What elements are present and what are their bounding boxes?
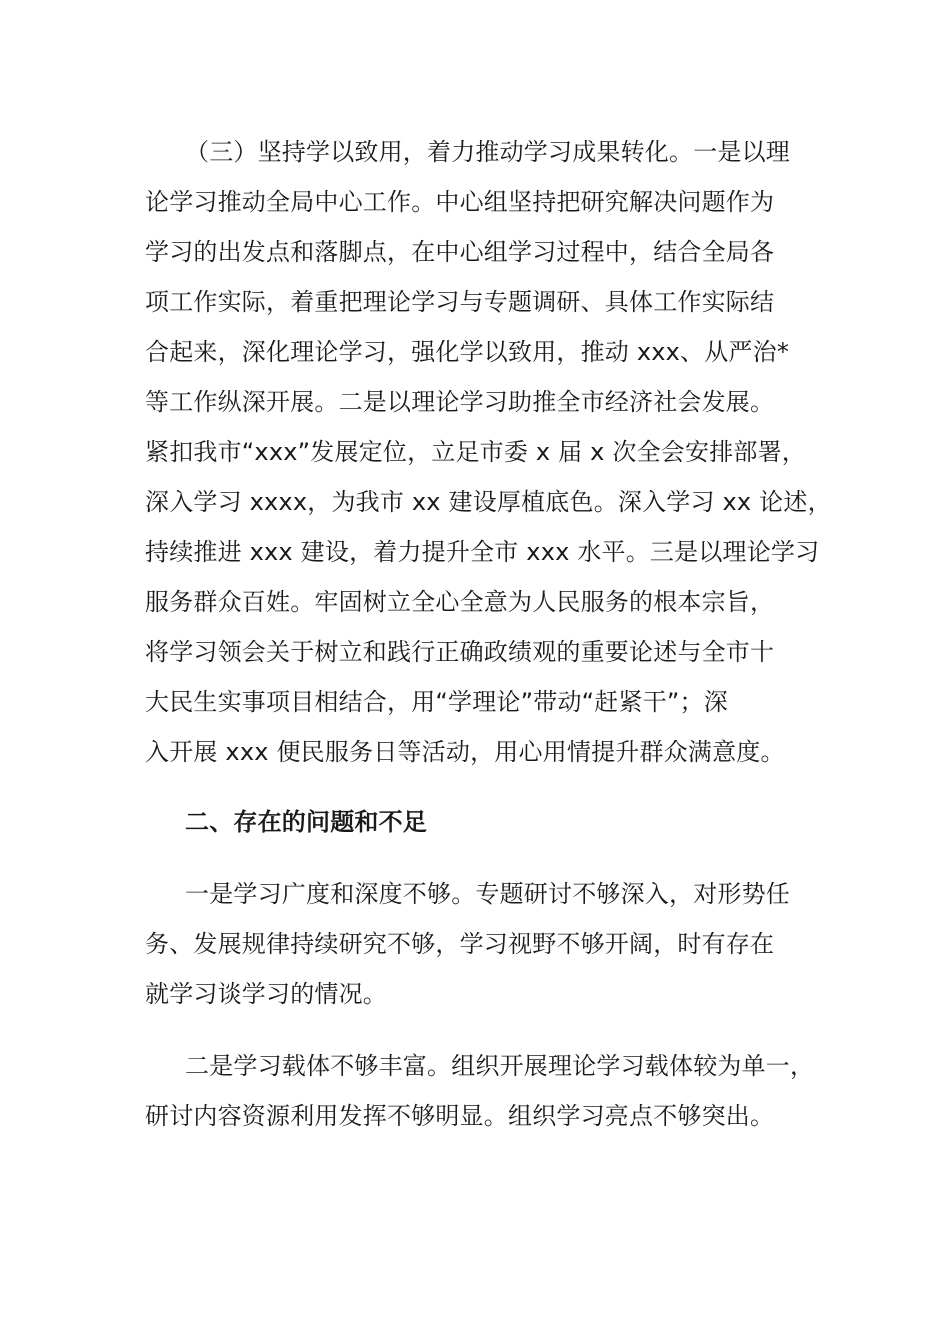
section2-heading: 二、存在的问题和不足 [185, 808, 427, 836]
paragraph-line: 入开展 xxx 便民服务日等活动，用心用情提升群众满意度。 [145, 738, 785, 766]
paragraph-line: 持续推进 xxx 建设，着力提升全市 xxx 水平。三是以理论学习 [145, 538, 820, 566]
paragraph-line: 项工作实际，着重把理论学习与专题调研、具体工作实际结 [145, 288, 775, 316]
paragraph-line: 二是学习载体不够丰富。组织开展理论学习载体较为单一， [185, 1052, 815, 1080]
paragraph-line: 等工作纵深开展。二是以理论学习助推全市经济社会发展。 [145, 388, 775, 416]
paragraph-line: 学习的出发点和落脚点，在中心组学习过程中，结合全局各 [145, 238, 775, 266]
paragraph-line: 论学习推动全局中心工作。中心组坚持把研究解决问题作为 [145, 188, 775, 216]
paragraph-line: 大民生实事项目相结合，用“学理论”带动“赶紧干”；深 [145, 688, 728, 716]
paragraph-line: 深入学习 xxxx，为我市 xx 建设厚植底色。深入学习 xx 论述， [145, 488, 832, 516]
paragraph-line: 务、发展规律持续研究不够，学习视野不够开阔，时有存在 [145, 930, 775, 958]
paragraph-line: 研讨内容资源利用发挥不够明显。组织学习亮点不够突出。 [145, 1102, 775, 1130]
paragraph-line: 将学习领会关于树立和践行正确政绩观的重要论述与全市十 [145, 638, 775, 666]
paragraph-line: 合起来，深化理论学习，强化学以致用，推动 xxx、从严治* [145, 338, 790, 366]
paragraph-line: 一是学习广度和深度不够。专题研讨不够深入，对形势任 [185, 880, 790, 908]
paragraph-line: 就学习谈学习的情况。 [145, 980, 387, 1008]
paragraph-line: （三）坚持学以致用，着力推动学习成果转化。一是以理 [185, 138, 790, 166]
paragraph-line: 紧扣我市“xxx”发展定位，立足市委 x 届 x 次全会安排部署， [145, 438, 806, 466]
paragraph-line: 服务群众百姓。牢固树立全心全意为人民服务的根本宗旨， [145, 588, 775, 616]
